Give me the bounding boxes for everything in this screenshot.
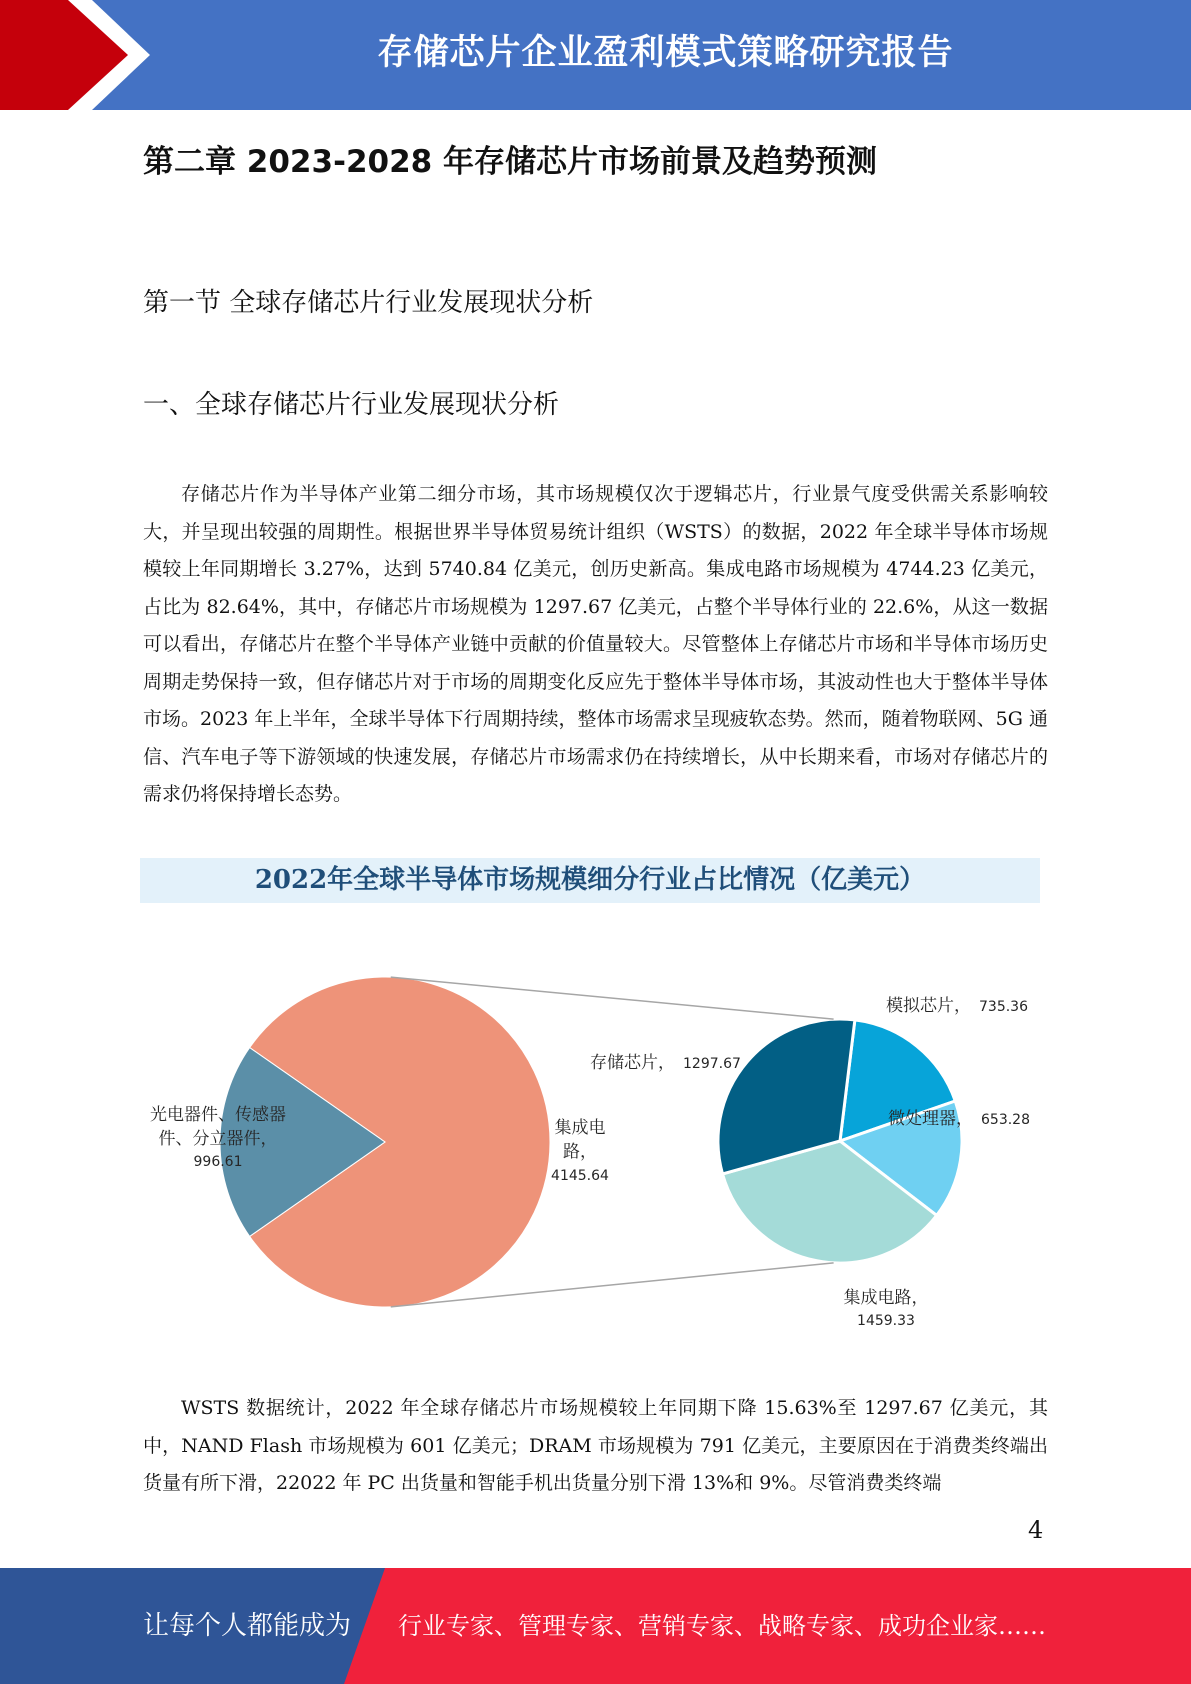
footer-slogan-left: 让每个人都能成为 [143,1611,352,1641]
sub-pie-value-0: 735.36 [979,999,1028,1015]
chart-svg [140,858,1040,1338]
body-paragraph-1: 存储芯片作为半导体产业第二细分市场，其市场规模仅次于逻辑芯片，行业景气度受供需关系影响较大，并呈现出较强的周期性。根据世界半导体贸易统计组织（WSTS）的数据，2022 年全球半导体市场规模较上年同期增长 3.27%，达到 5740.84 亿美元，创历史新高。集成电路市场规模为 4744.23 亿美元，占比为 82.64%，其中，存储芯片市场规模为 1297.67 亿美元，占整个半导体行业的 22.6%，从这一数据可以看出，存储芯片在整个半导体产业链中贡献的价值量较大。尽管整体上存储芯片市场和半导体市场历史周期走势保持一致，但存储芯片对于市场的周期变化反应先于整体半导体市场，其波动性也大于整体半导体市场。2023 年上半年，全球半导体下行周期持续，整体市场需求呈现疲软态势。然而，随着物联网、5G 通信、汽车电子等下游领域的快速发展，存储芯片市场需求仍在持续增长，从中长期来看，市场对存储芯片的需求仍将保持增长态势。 [143,483,1048,805]
sub-pie-value-3: 1297.67 [683,1056,741,1072]
header-arrow-decoration [0,0,160,110]
sub-pie-value-1: 653.28 [981,1112,1030,1128]
chapter-heading: 第二章 2023-2028 年存储芯片市场前景及趋势预测 [143,144,878,180]
report-title: 存储芯片企业盈利模式策略研究报告 [377,33,954,73]
main-pie-value-0: 4145.64 [551,1168,609,1184]
subsection-heading: 一、全球存储芯片行业发展现状分析 [143,390,560,420]
main-pie-label-0-line1: 集成电 [554,1118,606,1138]
body-paragraph-2: WSTS 数据统计，2022 年全球存储芯片市场规模较上年同期下降 15.63%至 1297.67 亿美元，其中，NAND Flash 市场规模为 601 亿美元；DRAM 市场规模为 791 亿美元，主要原因在于消费类终端出货量有所下滑，22022 年 PC 出货量和智能手机出货量分别下滑 13%和 9%。尽管消费类终端 [143,1397,1048,1494]
page-number: 4 [1028,1516,1044,1544]
sub-pie-value-2: 1459.33 [857,1313,915,1329]
pie-chart-figure [140,858,1040,1338]
chart-title: 2022年全球半导体市场规模细分行业占比情况（亿美元） [254,865,926,895]
sub-pie-label-1: 微处理器， [888,1109,973,1129]
main-pie-value-1: 996.61 [193,1154,243,1170]
page-header [0,0,1191,110]
page-footer [0,1568,1191,1684]
sub-pie-label-3: 存储芯片， [590,1053,675,1073]
main-pie-label-1-line2: 件、分立器件， [158,1129,278,1149]
footer-slogan-right: 行业专家、管理专家、营销专家、战略专家、成功企业家…… [398,1612,1046,1640]
sub-pie-label-2: 集成电路， [843,1288,929,1308]
main-pie-label-1-line1: 光电器件、传感器 [150,1105,286,1125]
sub-pie-label-0: 模拟芯片， [886,996,971,1016]
main-pie-label-0-line2: 路， [563,1142,597,1162]
section-heading: 第一节 全球存储芯片行业发展现状分析 [143,288,594,318]
